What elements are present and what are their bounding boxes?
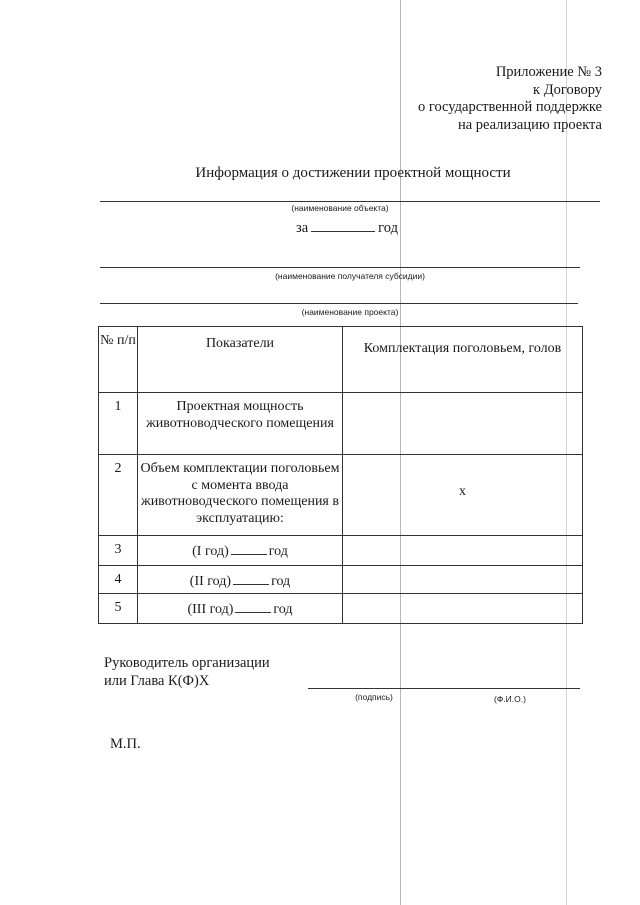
period-prefix: за	[296, 220, 309, 236]
year-prefix: (II год)	[189, 574, 232, 589]
header-num: № п/п	[99, 327, 138, 393]
year-blank	[235, 600, 271, 613]
appendix-line: Приложение № 3	[495, 64, 602, 80]
project-name-caption: (наименование проекта)	[301, 307, 399, 317]
row-num: 5	[99, 594, 138, 624]
row-indicator	[138, 566, 343, 594]
row-num: 2	[99, 455, 138, 536]
header-value: Комплектация поголовьем, голов	[343, 327, 583, 393]
row-num: 4	[99, 566, 138, 594]
signatory-title	[104, 654, 270, 690]
project-name-line	[100, 303, 578, 304]
year-suffix: год	[268, 544, 288, 559]
table-row	[99, 566, 583, 594]
row-value	[343, 536, 583, 566]
signature-line	[308, 688, 580, 689]
period-blank	[311, 219, 375, 232]
object-name-line	[100, 201, 600, 202]
stamp-place-label: М.П.	[110, 736, 141, 752]
row-indicator: Объем комплектации поголовьем с момента ввода животноводческого помещения в эксплуатацию:	[138, 455, 343, 536]
row-value	[343, 393, 583, 455]
row-num: 3	[99, 536, 138, 566]
appendix-line: к Договору	[533, 81, 602, 98]
year-blank	[231, 542, 267, 555]
indicators-table	[98, 326, 583, 624]
table-row	[99, 594, 583, 624]
row-num: 1	[99, 393, 138, 455]
table-row	[99, 393, 583, 455]
period-suffix: год	[378, 220, 398, 236]
table-header-row	[99, 327, 583, 393]
row-value	[343, 566, 583, 594]
year-suffix: год	[271, 574, 291, 589]
signatory-line: или Глава К(Ф)Х	[104, 673, 210, 689]
year-prefix: (I год)	[192, 544, 229, 559]
row-indicator: Проектная мощность животноводческого помещения	[138, 393, 343, 455]
report-period	[296, 219, 398, 237]
header-indicator: Показатели	[138, 327, 343, 393]
row-value-mark: х	[343, 455, 583, 536]
recipient-name-caption: (наименование получателя субсидии)	[275, 271, 425, 281]
signature-caption: (подпись)	[355, 692, 393, 702]
year-prefix: (III год)	[187, 602, 234, 617]
year-suffix: год	[273, 602, 293, 617]
table-row	[99, 455, 583, 536]
signatory-line: Руководитель организации	[104, 655, 270, 671]
object-name-caption: (наименование объекта)	[291, 203, 389, 213]
fio-caption: (Ф.И.О.)	[494, 694, 526, 704]
appendix-header	[418, 64, 602, 134]
row-indicator	[138, 594, 343, 624]
table-row	[99, 536, 583, 566]
year-blank	[233, 572, 269, 585]
appendix-line: на реализацию проекта	[457, 116, 602, 133]
recipient-name-line	[100, 267, 580, 268]
document-title: Информация о достижении проектной мощности	[195, 165, 511, 181]
row-indicator	[138, 536, 343, 566]
appendix-line: о государственной поддержке	[417, 99, 602, 115]
row-value	[343, 594, 583, 624]
